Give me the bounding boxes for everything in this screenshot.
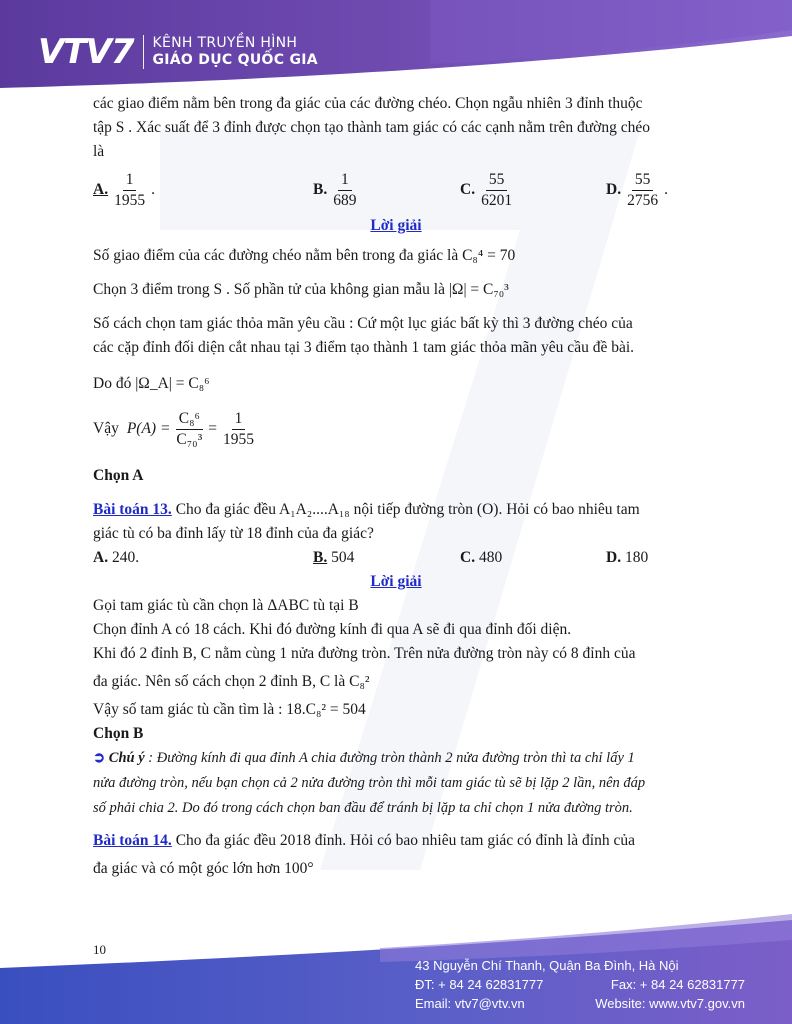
logo-line-1: KÊNH TRUYỀN HÌNH (152, 35, 298, 51)
arrow-circle-icon: ➲ (93, 750, 106, 766)
note-line-3: số phải chia 2. Do đó trong cách chọn ban đầu để tránh bị lặp ta chỉ chọn 1 nửa đường tròn. (93, 800, 633, 816)
s13-line-1: Gọi tam giác tù cần chọn là ΔABC tù tại B (93, 597, 359, 614)
note-label: Chú ý (108, 750, 145, 766)
page-number: 10 (93, 942, 106, 957)
q12-choice-c (460, 170, 606, 211)
page-content (93, 92, 699, 881)
q13-choice-a (93, 546, 313, 570)
fraction-denominator: C₇₀³ (176, 430, 203, 448)
logo-mark: VTV7 (38, 32, 134, 72)
s12-probability (93, 404, 699, 454)
q14-text-1: Cho đa giác đều 2018 đỉnh. Hỏi có bao nhiêu tam giác có đỉnh là đỉnh của (171, 832, 635, 849)
s12-line-1: Số giao điểm của các đường chéo nằm bên trong đa giác là C₈⁴ = 70 (93, 247, 516, 264)
q14-line-1 (93, 829, 699, 853)
answer-13: Chọn B (93, 725, 144, 742)
q14-label: Bài toán 14. (93, 832, 172, 849)
s12-p-left: P(A) = (126, 420, 171, 437)
choice-fraction (111, 170, 148, 211)
fraction-denominator: 2756 (627, 191, 659, 209)
q12-choices (93, 166, 699, 214)
fraction-denominator: 1955 (114, 191, 146, 209)
s12-line-4: các cặp đỉnh đối diện cắt nhau tại 3 điểm tạo thành 1 tam giác thỏa mãn yêu cầu đề bài. (93, 339, 635, 356)
s13-line-5: Vậy số tam giác tù cần tìm là : 18.C₈² = 504 (93, 701, 366, 718)
q12-choice-a (93, 170, 313, 211)
choice-label: B. (313, 181, 328, 198)
s13-line-4: đa giác. Nên số cách chọn 2 đỉnh B, C là C₈² (93, 673, 370, 690)
footer-phone-row (415, 975, 745, 994)
q13-choice-d (606, 546, 648, 570)
footer-address: 43 Nguyễn Chí Thanh, Quận Ba Đình, Hà Nội (415, 958, 679, 973)
footer-web-row (415, 994, 745, 1013)
footer-fax: Fax: + 84 24 62831777 (610, 977, 745, 992)
header-band (0, 0, 792, 92)
s12-vay: Vậy (93, 420, 119, 437)
fraction-denominator: 1955 (222, 430, 254, 448)
vtv7-logo (38, 32, 318, 72)
intro-line-1: các giao điểm nằm bên trong đa giác của các đường chéo. Chọn ngẫu nhiên 3 đỉnh thuộc (93, 95, 643, 112)
choice-label: D. (606, 549, 622, 566)
s12-line-3: Số cách chọn tam giác thỏa mãn yêu cầu : Cứ một lục giác bất kỳ thì 3 đường chéo của (93, 315, 633, 332)
s12-fraction-1 (173, 409, 205, 450)
q13-line-1 (93, 498, 699, 522)
choice-fraction (478, 170, 515, 211)
solution-title-12: Lời giải (370, 217, 422, 234)
q13-label: Bài toán 13. (93, 501, 172, 518)
q12-choice-d (606, 170, 668, 211)
s12-line-5: Do đó |Ω_A| = C₈⁶ (93, 375, 210, 392)
q13-choice-b (313, 546, 460, 570)
choice-value: 504 (327, 549, 355, 566)
choice-label: D. (606, 181, 622, 198)
choice-label: B. (313, 549, 328, 566)
q13-line-2: giác tù có ba đỉnh lấy từ 18 đỉnh của đa giác? (93, 525, 374, 542)
fraction-numerator: 1 (123, 170, 137, 191)
fraction-numerator: 1 (338, 170, 352, 191)
solution-title-13: Lời giải (370, 573, 422, 590)
note-line-1 (93, 746, 699, 771)
q13-text-1: Cho đa giác đều A₁A₂....A₁₈ nội tiếp đường tròn (O). Hỏi có bao nhiêu tam (171, 501, 640, 518)
q12-choice-b (313, 170, 460, 211)
s13-line-2: Chọn đỉnh A có 18 cách. Khi đó đường kính đi qua A sẽ đi qua đỉnh đối diện. (93, 621, 572, 638)
note-text-1: : Đường kính đi qua đỉnh A chia đường tròn thành 2 nửa đường tròn thì ta chỉ lấy 1 (144, 750, 635, 766)
fraction-denominator: 689 (333, 191, 357, 209)
intro-line-2: tập S . Xác suất để 3 đỉnh được chọn tạo thành tam giác có các cạnh nằm trên đường chéo (93, 119, 650, 136)
choice-label: A. (93, 181, 109, 198)
answer-12: Chọn A (93, 467, 144, 484)
footer-contact (415, 956, 745, 1013)
s12-fraction-2 (220, 409, 257, 450)
fraction-denominator: 6201 (481, 191, 513, 209)
q13-choices (93, 546, 699, 570)
s12-equals: = (208, 420, 217, 437)
q13-choice-c (460, 546, 606, 570)
note-line-2: nửa đường tròn, nếu bạn chọn cả 2 nửa đường tròn thì mỗi tam giác tù sẽ bị lặp 2 lần, nên đáp (93, 775, 646, 791)
logo-text (152, 35, 317, 69)
choice-label: A. (93, 549, 109, 566)
fraction-numerator: 55 (632, 170, 654, 191)
choice-value: 180 (621, 549, 649, 566)
choice-label: C. (460, 181, 476, 198)
choice-fraction (624, 170, 661, 211)
q14-line-2: đa giác và có một góc lớn hơn 100° (93, 860, 314, 877)
choice-label: C. (460, 549, 476, 566)
logo-line-2: GIÁO DỤC QUỐC GIA (152, 52, 318, 68)
footer-email[interactable]: Email: vtv7@vtv.vn (415, 996, 525, 1011)
fraction-numerator: 1 (232, 409, 246, 430)
footer-phone: ĐT: + 84 24 62831777 (415, 977, 544, 992)
choice-value: 240. (108, 549, 140, 566)
s13-line-3: Khi đó 2 đỉnh B, C nằm cùng 1 nửa đường tròn. Trên nửa đường tròn này có 8 đỉnh của (93, 645, 636, 662)
logo-divider (143, 35, 144, 69)
choice-fraction (330, 170, 359, 211)
note-block (93, 746, 699, 821)
footer-website[interactable]: Website: www.vtv7.gov.vn (595, 996, 745, 1011)
intro-line-3: là (93, 143, 105, 160)
fraction-numerator: 55 (486, 170, 508, 191)
choice-value: 480 (475, 549, 503, 566)
fraction-numerator: C₈⁶ (176, 409, 203, 430)
s12-line-2: Chọn 3 điểm trong S . Số phần tử của không gian mẫu là |Ω| = C₇₀³ (93, 281, 509, 298)
choice-suffix: . (664, 181, 668, 198)
choice-suffix: . (151, 181, 155, 198)
